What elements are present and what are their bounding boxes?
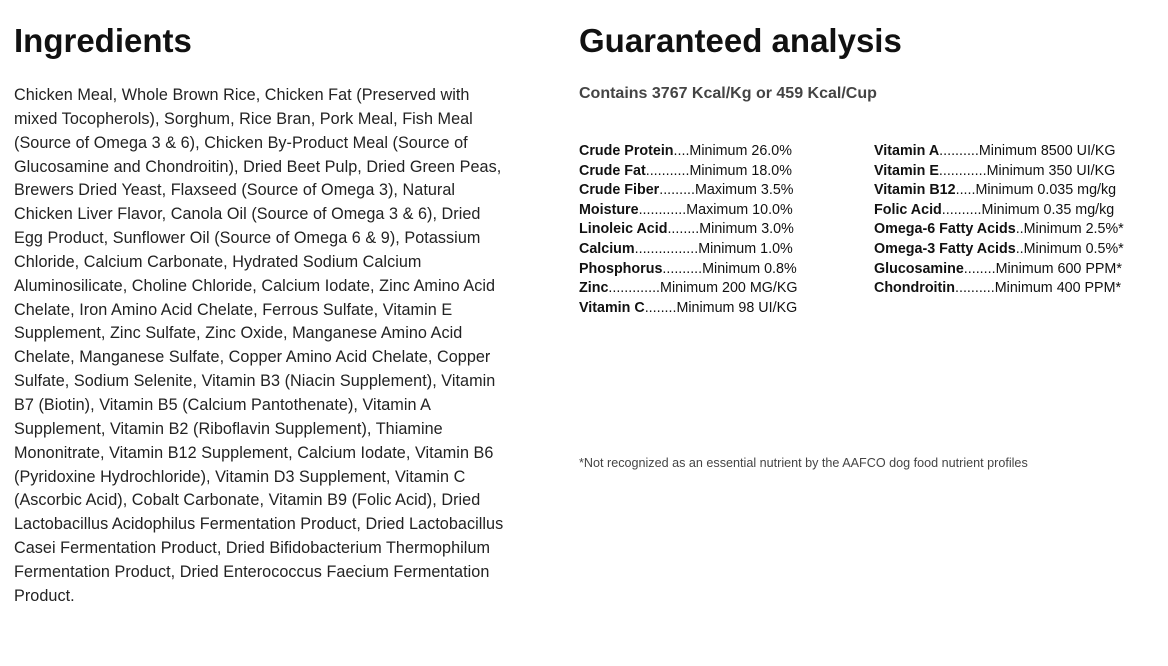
nutrient-value: Minimum 200 MG/KG <box>660 280 798 297</box>
nutrient-name: Vitamin C <box>579 299 645 316</box>
nutrient-name: Crude Fiber <box>579 182 660 199</box>
leader-dots: ........ <box>644 299 677 316</box>
nutrient-row <box>579 181 797 201</box>
ingredients-heading: Ingredients <box>14 22 192 59</box>
nutrient-column-right <box>874 142 1124 299</box>
nutrient-value: Minimum 0.035 mg/kg <box>975 182 1117 199</box>
leader-dots: .......... <box>955 280 995 297</box>
guaranteed-analysis-section <box>579 22 1159 470</box>
leader-dots: ........... <box>645 162 690 179</box>
nutrient-row <box>874 220 1124 240</box>
nutrient-row <box>579 240 797 260</box>
nutrient-row <box>874 181 1124 201</box>
analysis-heading: Guaranteed analysis <box>579 22 902 59</box>
leader-dots: ................ <box>634 240 699 257</box>
nutrient-name: Chondroitin <box>874 280 955 297</box>
aafco-footnote: *Not recognized as an essential nutrient by the AAFCO dog food nutrient profiles <box>579 456 1028 470</box>
nutrient-row <box>874 201 1124 221</box>
nutrient-value: Minimum 26.0% <box>689 143 792 159</box>
nutrient-value: Minimum 18.0% <box>689 162 792 179</box>
calorie-content: Contains 3767 Kcal/Kg or 459 Kcal/Cup <box>579 85 877 102</box>
nutrient-name: Zinc <box>579 280 609 297</box>
leader-dots: ........ <box>667 221 700 238</box>
nutrient-name: Vitamin A <box>874 143 940 159</box>
nutrient-row <box>579 162 797 182</box>
nutrient-row <box>874 279 1124 299</box>
nutrient-value: Minimum 0.8% <box>702 260 797 277</box>
leader-dots: .. <box>1015 221 1024 238</box>
leader-dots: ......... <box>659 182 695 199</box>
nutrient-row <box>874 260 1124 280</box>
nutrient-value: Maximum 3.5% <box>694 182 794 199</box>
leader-dots: .......... <box>941 201 982 218</box>
nutrient-row <box>579 299 797 319</box>
nutrient-value: Minimum 350 UI/KG <box>986 162 1116 179</box>
leader-dots: .. <box>1015 240 1024 257</box>
nutrient-name: Calcium <box>579 240 635 257</box>
nutrient-value: Minimum 98 UI/KG <box>676 299 798 316</box>
nutrient-row <box>579 279 797 299</box>
nutrient-name: Folic Acid <box>874 201 942 218</box>
nutrient-name: Omega-3 Fatty Acids <box>874 240 1016 257</box>
nutrient-column-left <box>579 142 797 318</box>
leader-dots: .......... <box>662 260 703 277</box>
nutrient-name: Vitamin E <box>874 162 939 179</box>
nutrient-value: Minimum 2.5%* <box>1023 221 1124 238</box>
nutrient-value: Minimum 3.0% <box>699 221 794 238</box>
nutrient-name: Omega-6 Fatty Acids <box>874 221 1016 238</box>
nutrient-row <box>579 201 797 221</box>
ingredients-section <box>14 22 504 609</box>
leader-dots: ............ <box>638 201 687 218</box>
nutrient-name: Crude Protein <box>579 143 674 159</box>
leader-dots: ........ <box>963 260 996 277</box>
leader-dots: ..... <box>955 182 976 199</box>
nutrient-value: Minimum 600 PPM* <box>995 260 1122 277</box>
nutrient-name: Linoleic Acid <box>579 221 668 238</box>
leader-dots: ............ <box>938 162 987 179</box>
nutrient-name: Glucosamine <box>874 260 964 277</box>
nutrient-name: Crude Fat <box>579 162 646 179</box>
nutrient-value: Minimum 0.35 mg/kg <box>981 201 1115 218</box>
nutrient-value: Minimum 1.0% <box>698 240 793 257</box>
nutrient-row <box>874 162 1124 182</box>
nutrient-row <box>874 240 1124 260</box>
nutrient-name: Vitamin B12 <box>874 182 956 199</box>
nutrient-value: Maximum 10.0% <box>686 201 793 218</box>
nutrient-name: Moisture <box>579 201 639 218</box>
leader-dots: .......... <box>939 143 979 159</box>
nutrient-value: Minimum 8500 UI/KG <box>978 143 1116 159</box>
nutrient-value: Minimum 400 PPM* <box>994 280 1122 297</box>
leader-dots: .... <box>673 143 690 159</box>
leader-dots: ............. <box>608 280 661 297</box>
nutrient-name: Phosphorus <box>579 260 663 277</box>
ingredients-list-text: Chicken Meal, Whole Brown Rice, Chicken Fat (Preserved with mixed Tocopherols), Sorghum, Rice Bran, Pork Meal, Fish Meal (Source of Omega 3 & 6), Chicken By-Product Meal (Source of Glucosamine and Chondroitin), Dried Beet Pulp, Dried Green Peas, Brewers Dried Yeast, Flaxseed (Source of Omega 3), Natural Chicken Liver Flavor, Canola Oil (Source of Omega 3 & 6), Dried Egg Product, Sunflower Oil (Source of Omega 6 & 9), Potassium Chloride, Calcium Carbonate, Hydrated Sodium Calcium Aluminosilicate, Choline Chloride, Calcium Iodate, Zinc Amino Acid Chelate, Iron Amino Acid Chelate, Ferrous Sulfate, Vitamin E Supplement, Zinc Sulfate, Zinc Oxide, Manganese Amino Acid Chelate, Manganese Sulfate, Copper Amino Acid Chelate, Copper Sulfate, Sodium Selenite, Vitamin B3 (Niacin Supplement), Vitamin B7 (Biotin), Vitamin B5 (Calcium Pantothenate), Vitamin A Supplement, Vitamin B2 (Riboflavin Supplement), Thiamine Mononitrate, Vitamin B12 Supplement, Calcium Iodate, Vitamin B6 (Pyridoxine Hydrochloride), Vitamin D3 Supplement, Vitamin C (Ascorbic Acid), Cobalt Carbonate, Vitamin B9 (Folic Acid), Dried Lactobacillus Acidophilus Fermentation Product, Dried Lactobacillus Casei Fermentation Product, Dried Bifidobacterium Thermophilum Fermentation Product, Dried Enterococcus Faecium Fermentation Product. <box>14 86 504 605</box>
nutrient-row <box>579 142 797 162</box>
nutrient-row <box>874 142 1124 162</box>
nutrient-value: Minimum 0.5%* <box>1023 240 1124 257</box>
nutrient-row <box>579 260 797 280</box>
nutrient-row <box>579 220 797 240</box>
